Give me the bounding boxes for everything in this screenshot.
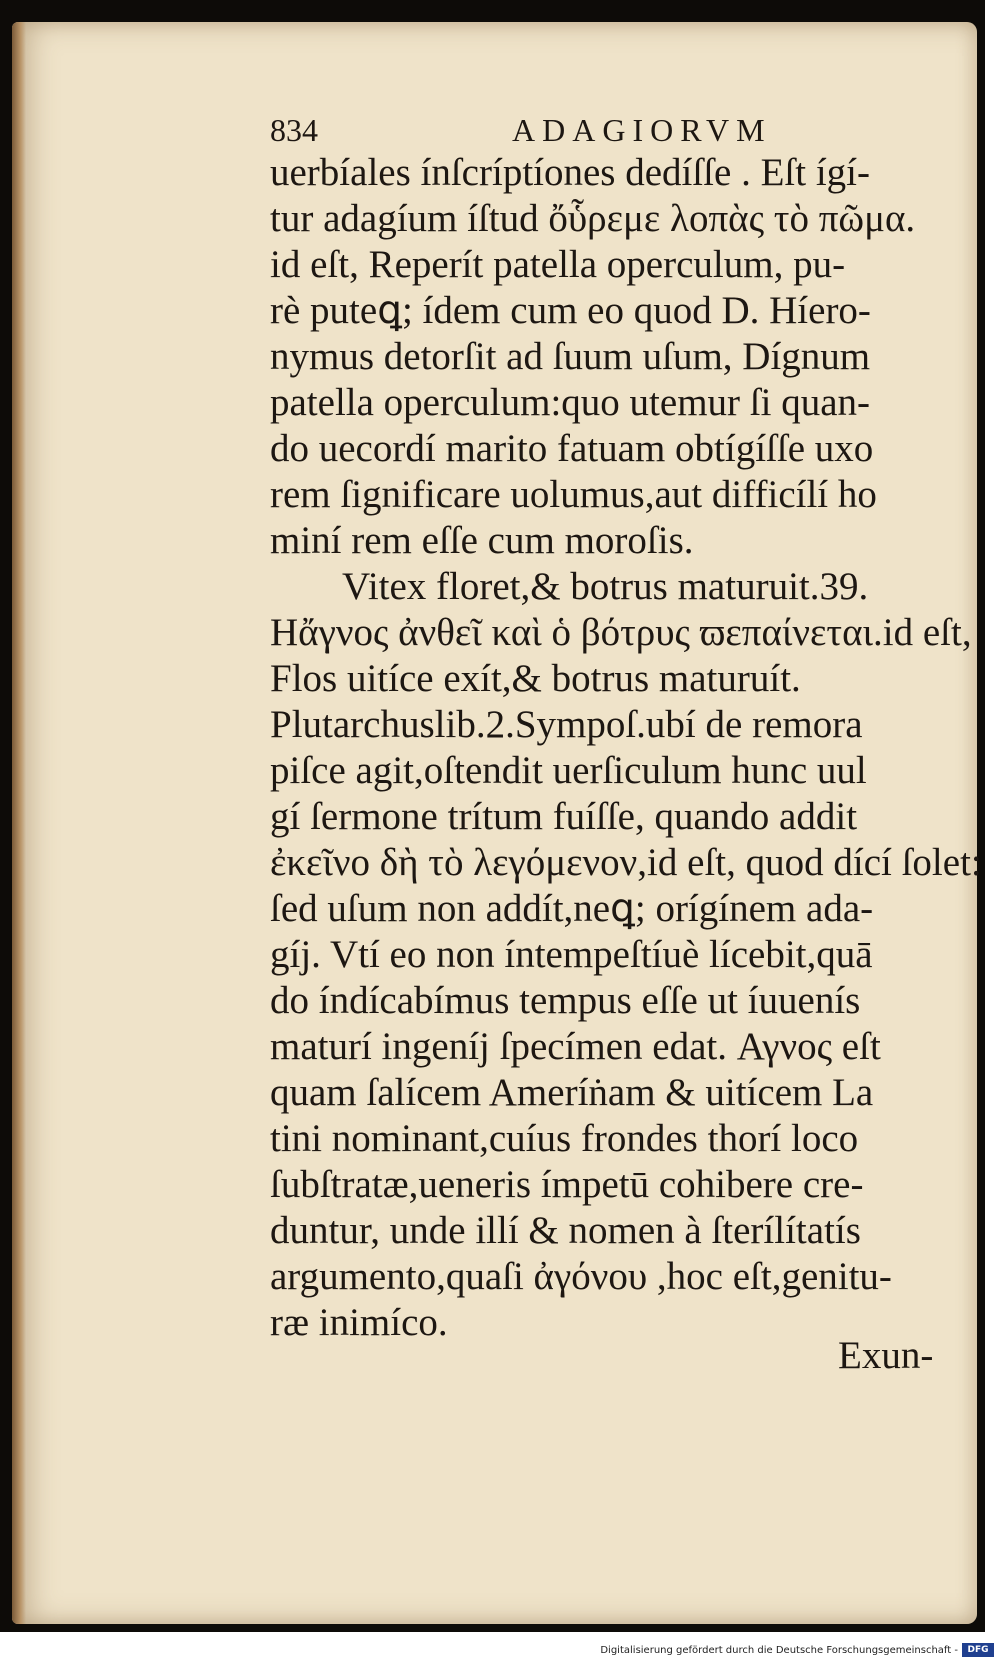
dfg-logo: DFG bbox=[962, 1643, 994, 1657]
catchword: Exun- bbox=[838, 1334, 934, 1377]
digitization-credit: Digitalisierung gefördert durch die Deutsche Forschungsgemeinschaft - bbox=[600, 1645, 958, 1656]
adage-heading: Vitex floret,& botrus maturuit.39. bbox=[342, 565, 869, 608]
page-number: 834 bbox=[270, 112, 318, 148]
text-line: ſed uſum non addít,neꝗ; orígínem ada- bbox=[270, 887, 874, 930]
text-line: duntur, unde illí & nomen à ſterílítatís bbox=[270, 1209, 861, 1252]
text-line: tur adagíum íſtud ὄὗρεμε λοπὰς τὸ πῶμα. bbox=[270, 197, 916, 240]
text-line: ræ inimíco. bbox=[270, 1301, 448, 1344]
text-line: rè puteꝗ; ídem cum eo quod D. Híero- bbox=[270, 289, 871, 332]
text-line: Plutarchuslib.2.Sympoſ.ubí de remora bbox=[270, 703, 863, 746]
text-line: nymus detorſit ad ſuum uſum, Dígnum bbox=[270, 335, 871, 378]
text-line: gíj. Vtí eo non íntempeſtíuè lícebit,quā bbox=[270, 933, 873, 976]
text-line: uerbíales ínſcríptíones dedíſſe . Eſt ígí- bbox=[270, 151, 871, 194]
text-line: argumento,quaſi ἀγόνου ,hoc eſt,genitu- bbox=[270, 1255, 892, 1298]
text-line: maturí ingeníj ſpecímen edat. Αγνος eſt bbox=[270, 1025, 881, 1068]
text-line: miní rem eſſe cum moroſis. bbox=[270, 519, 694, 562]
text-line: ſubſtratæ,ueneris ímpetū cohibere cre- bbox=[270, 1163, 864, 1206]
text-line: Flos uitíce exít,& botrus maturuít. bbox=[270, 657, 801, 700]
body-text bbox=[270, 150, 982, 1346]
text-line: quam ſalícem Ameríṅam & uitícem La bbox=[270, 1071, 874, 1114]
page-edge-shadow bbox=[12, 22, 26, 1624]
text-line: patella operculum:quo utemur ſi quan- bbox=[270, 381, 870, 424]
running-title: ADAGIORVM bbox=[512, 112, 772, 148]
text-line: tini nominant,cuíus frondes thorí loco bbox=[270, 1117, 859, 1160]
text-line: Ηἄγνος ἀνθεῖ καὶ ὁ βότρυς ϖεπαίνεται.id eſt, bbox=[270, 611, 972, 654]
text-line: gí ſermone trítum fuíſſe, quando addit bbox=[270, 795, 858, 838]
text-line: do índícabímus tempus eſſe ut íuuenís bbox=[270, 979, 861, 1022]
text-line: rem ſignificare uolumus,aut difficílí ho bbox=[270, 473, 877, 516]
text-line: do uecordí marito fatuam obtígíſſe uxo bbox=[270, 427, 874, 470]
text-line: ἐκεῖνο δὴ τὸ λεγόμενον,id eſt, quod dící ſolet: bbox=[270, 841, 982, 884]
text-line: id eſt, Reperít patella operculum, pu- bbox=[270, 243, 846, 286]
text-line: piſce agit,oſtendit uerſiculum hunc uul bbox=[270, 749, 867, 792]
